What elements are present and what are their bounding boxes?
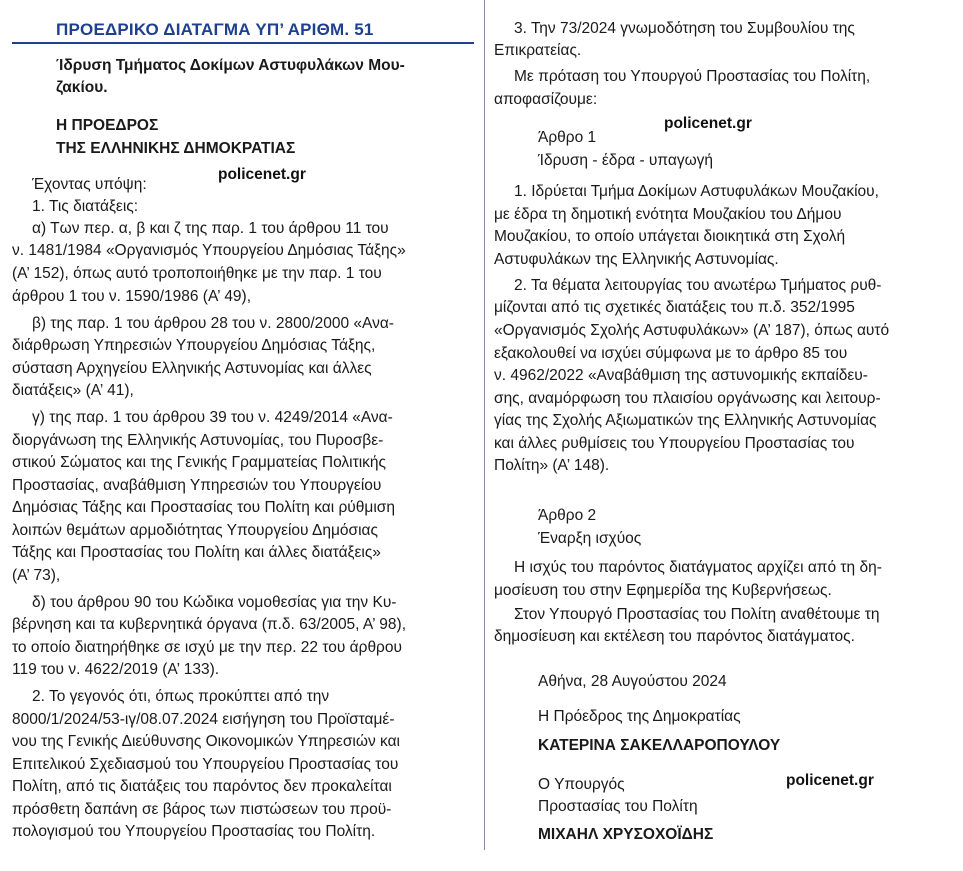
body-line: γίας της Σχολής Αξιωματικών της Ελληνικής Αστυνομίας: [494, 412, 877, 429]
body-line: μίζονται από τις σχετικές διατάξεις του π.δ. 352/1995: [494, 299, 855, 316]
decree-subject-line: ζακίου.: [56, 79, 108, 96]
body-line: αποφασίζουμε:: [494, 91, 598, 108]
body-line: Τάξης και Προστασίας του Πολίτη και άλλες διατάξεις»: [12, 544, 381, 561]
body-line: σης, αναμόρφωση του πλαισίου οργάνωσης και λειτουρ-: [494, 390, 881, 407]
body-line: β) της παρ. 1 του άρθρου 28 του ν. 2800/2000 «Ανα-: [32, 315, 394, 332]
signatory-role: Ο Υπουργός: [538, 776, 625, 793]
body-line: Αστυφυλάκων της Ελληνικής Αστυνομίας.: [494, 251, 779, 268]
body-line: (Α’ 152), όπως αυτό τροποποιήθηκε με την παρ. 1 του: [12, 265, 382, 282]
body-line: διάρθρωση Υπηρεσιών Υπουργείου Δημόσιας Τάξης,: [12, 337, 376, 354]
body-line: «Οργανισμός Σχολής Αστυφυλάκων» (Α’ 187), όπως αυτό: [494, 322, 890, 339]
issuer-line: ΤΗΣ ΕΛΛΗΝΙΚΗΣ ΔΗΜΟΚΡΑΤΙΑΣ: [56, 140, 296, 157]
body-line: γ) της παρ. 1 του άρθρου 39 του ν. 4249/2014 «Ανα-: [32, 409, 393, 426]
body-line: μοσίευση του στην Εφημερίδα της Κυβερνήσεως.: [494, 582, 832, 599]
body-line: (Α’ 73),: [12, 567, 61, 584]
body-line: εξακολουθεί να ισχύει σύμφωνα με το άρθρο 85 του: [494, 345, 848, 362]
body-line: και άλλες ρυθμίσεις του Υπουργείου Προστασίας του: [494, 435, 855, 452]
body-line: με έδρα τη δημοτική ενότητα Μουζακίου του Δήμου: [494, 206, 842, 223]
body-line: Με πρόταση του Υπουργού Προστασίας του Πολίτη,: [514, 68, 871, 85]
body-line: Πολίτη, από τις διατάξεις του παρόντος δεν προκαλείται: [12, 778, 392, 795]
body-line: Μουζακίου, το οποίο υπάγεται διοικητικά στη Σχολή: [494, 228, 846, 245]
issuer-line: Η ΠΡΟΕΔΡΟΣ: [56, 117, 159, 134]
article-title: Ίδρυση - έδρα - υπαγωγή: [538, 152, 714, 169]
watermark-text: policenet.gr: [664, 115, 752, 132]
watermark-text: policenet.gr: [786, 772, 874, 789]
body-line: διοργάνωση της Ελληνικής Αστυνομίας, του Πυροσβε-: [12, 432, 384, 449]
body-line: πολογισμού του Υπουργείου Προστασίας του Πολίτη.: [12, 823, 376, 840]
body-line: 2. Το γεγονός ότι, όπως προκύπτει από την: [32, 688, 330, 705]
body-line: πρόσθετη δαπάνη σε βάρος των πιστώσεων του προϋ-: [12, 801, 392, 818]
body-line: λοιπών θεμάτων αρμοδιότητας Υπουργείου Δημόσιας: [12, 522, 378, 539]
body-line: 2. Τα θέματα λειτουργίας του ανωτέρω Τμήματος ρυθ-: [514, 277, 882, 294]
column-divider: [484, 0, 485, 850]
body-line: Πολίτη» (Α’ 148).: [494, 457, 610, 474]
body-line: Δημόσιας Τάξης και Προστασίας του Πολίτη και ρύθμιση: [12, 499, 395, 516]
decree-title: ΠΡΟΕΔΡΙΚΟ ΔΙΑΤΑΓΜΑ ΥΠ’ ΑΡΙΘΜ. 51: [56, 20, 374, 39]
body-line: Προστασίας, αναβάθμιση Υπηρεσιών του Υπουργείου: [12, 477, 382, 494]
body-line: 1. Ιδρύεται Τμήμα Δοκίμων Αστυφυλάκων Μουζακίου,: [514, 183, 879, 200]
signature-date: Αθήνα, 28 Αυγούστου 2024: [538, 673, 727, 690]
body-line: δημοσίευση και εκτέλεση του παρόντος διατάγματος.: [494, 628, 855, 645]
body-line: Στον Υπουργό Προστασίας του Πολίτη αναθέτουμε τη: [514, 606, 880, 623]
article-number: Άρθρο 2: [538, 507, 597, 524]
preamble-line: Έχοντας υπόψη:: [32, 176, 147, 193]
body-line: βέρνηση και τα κυβερνητικά όργανα (π.δ. 63/2005, Α’ 98),: [12, 616, 407, 633]
article-number: Άρθρο 1: [538, 129, 597, 146]
body-line: άρθρου 1 του ν. 1590/1986 (Α’ 49),: [12, 288, 252, 305]
body-line: δ) του άρθρου 90 του Κώδικα νομοθεσίας για την Κυ-: [32, 594, 397, 611]
body-line: ν. 4962/2022 «Αναβάθμιση της αστυνομικής εκπαίδευ-: [494, 367, 868, 384]
body-line: διατάξεις» (Α’ 41),: [12, 382, 134, 399]
signatory-name: ΜΙΧΑΗΛ ΧΡΥΣΟΧΟΪΔΗΣ: [538, 826, 714, 843]
signatory-role: Η Πρόεδρος της Δημοκρατίας: [538, 708, 741, 725]
decree-heading: [12, 6, 474, 44]
decree-subject-line: Ίδρυση Τμήματος Δοκίμων Αστυφυλάκων Μου-: [56, 57, 405, 74]
signatory-role: Προστασίας του Πολίτη: [538, 798, 698, 815]
preamble-line: 1. Τις διατάξεις:: [32, 198, 139, 215]
signatory-name: ΚΑΤΕΡΙΝΑ ΣΑΚΕΛΛΑΡΟΠΟΥΛΟΥ: [538, 737, 781, 754]
body-line: Επιτελικού Σχεδιασμού του Υπουργείου Προστασίας του: [12, 756, 399, 773]
body-line: ν. 1481/1984 «Οργανισμός Υπουργείου Δημόσιας Τάξης»: [12, 242, 406, 259]
body-line: νου της Γενικής Διεύθυνσης Οικονομικών Υπηρεσιών και: [12, 733, 400, 750]
body-line: α) Των περ. α, β και ζ της παρ. 1 του άρθρου 11 του: [32, 220, 389, 237]
body-line: Η ισχύς του παρόντος διατάγματος αρχίζει από τη δη-: [514, 559, 882, 576]
body-line: στικού Σώματος και της Γενικής Γραμματείας Πολιτικής: [12, 454, 387, 471]
body-line: το οποίο διατηρήθηκε σε ισχύ με την περ. 22 του άρθρου: [12, 639, 402, 656]
body-line: Επικρατείας.: [494, 42, 582, 59]
body-line: 8000/1/2024/53-ιγ/08.07.2024 εισήγηση του Προϊσταμέ-: [12, 711, 395, 728]
article-title: Έναρξη ισχύος: [538, 530, 642, 547]
body-line: σύσταση Αρχηγείου Ελληνικής Αστυνομίας και άλλες: [12, 360, 372, 377]
body-line: 119 του ν. 4622/2019 (Α’ 133).: [12, 661, 220, 678]
body-line: 3. Την 73/2024 γνωμοδότηση του Συμβουλίου της: [514, 20, 855, 37]
watermark-text: policenet.gr: [218, 166, 306, 183]
